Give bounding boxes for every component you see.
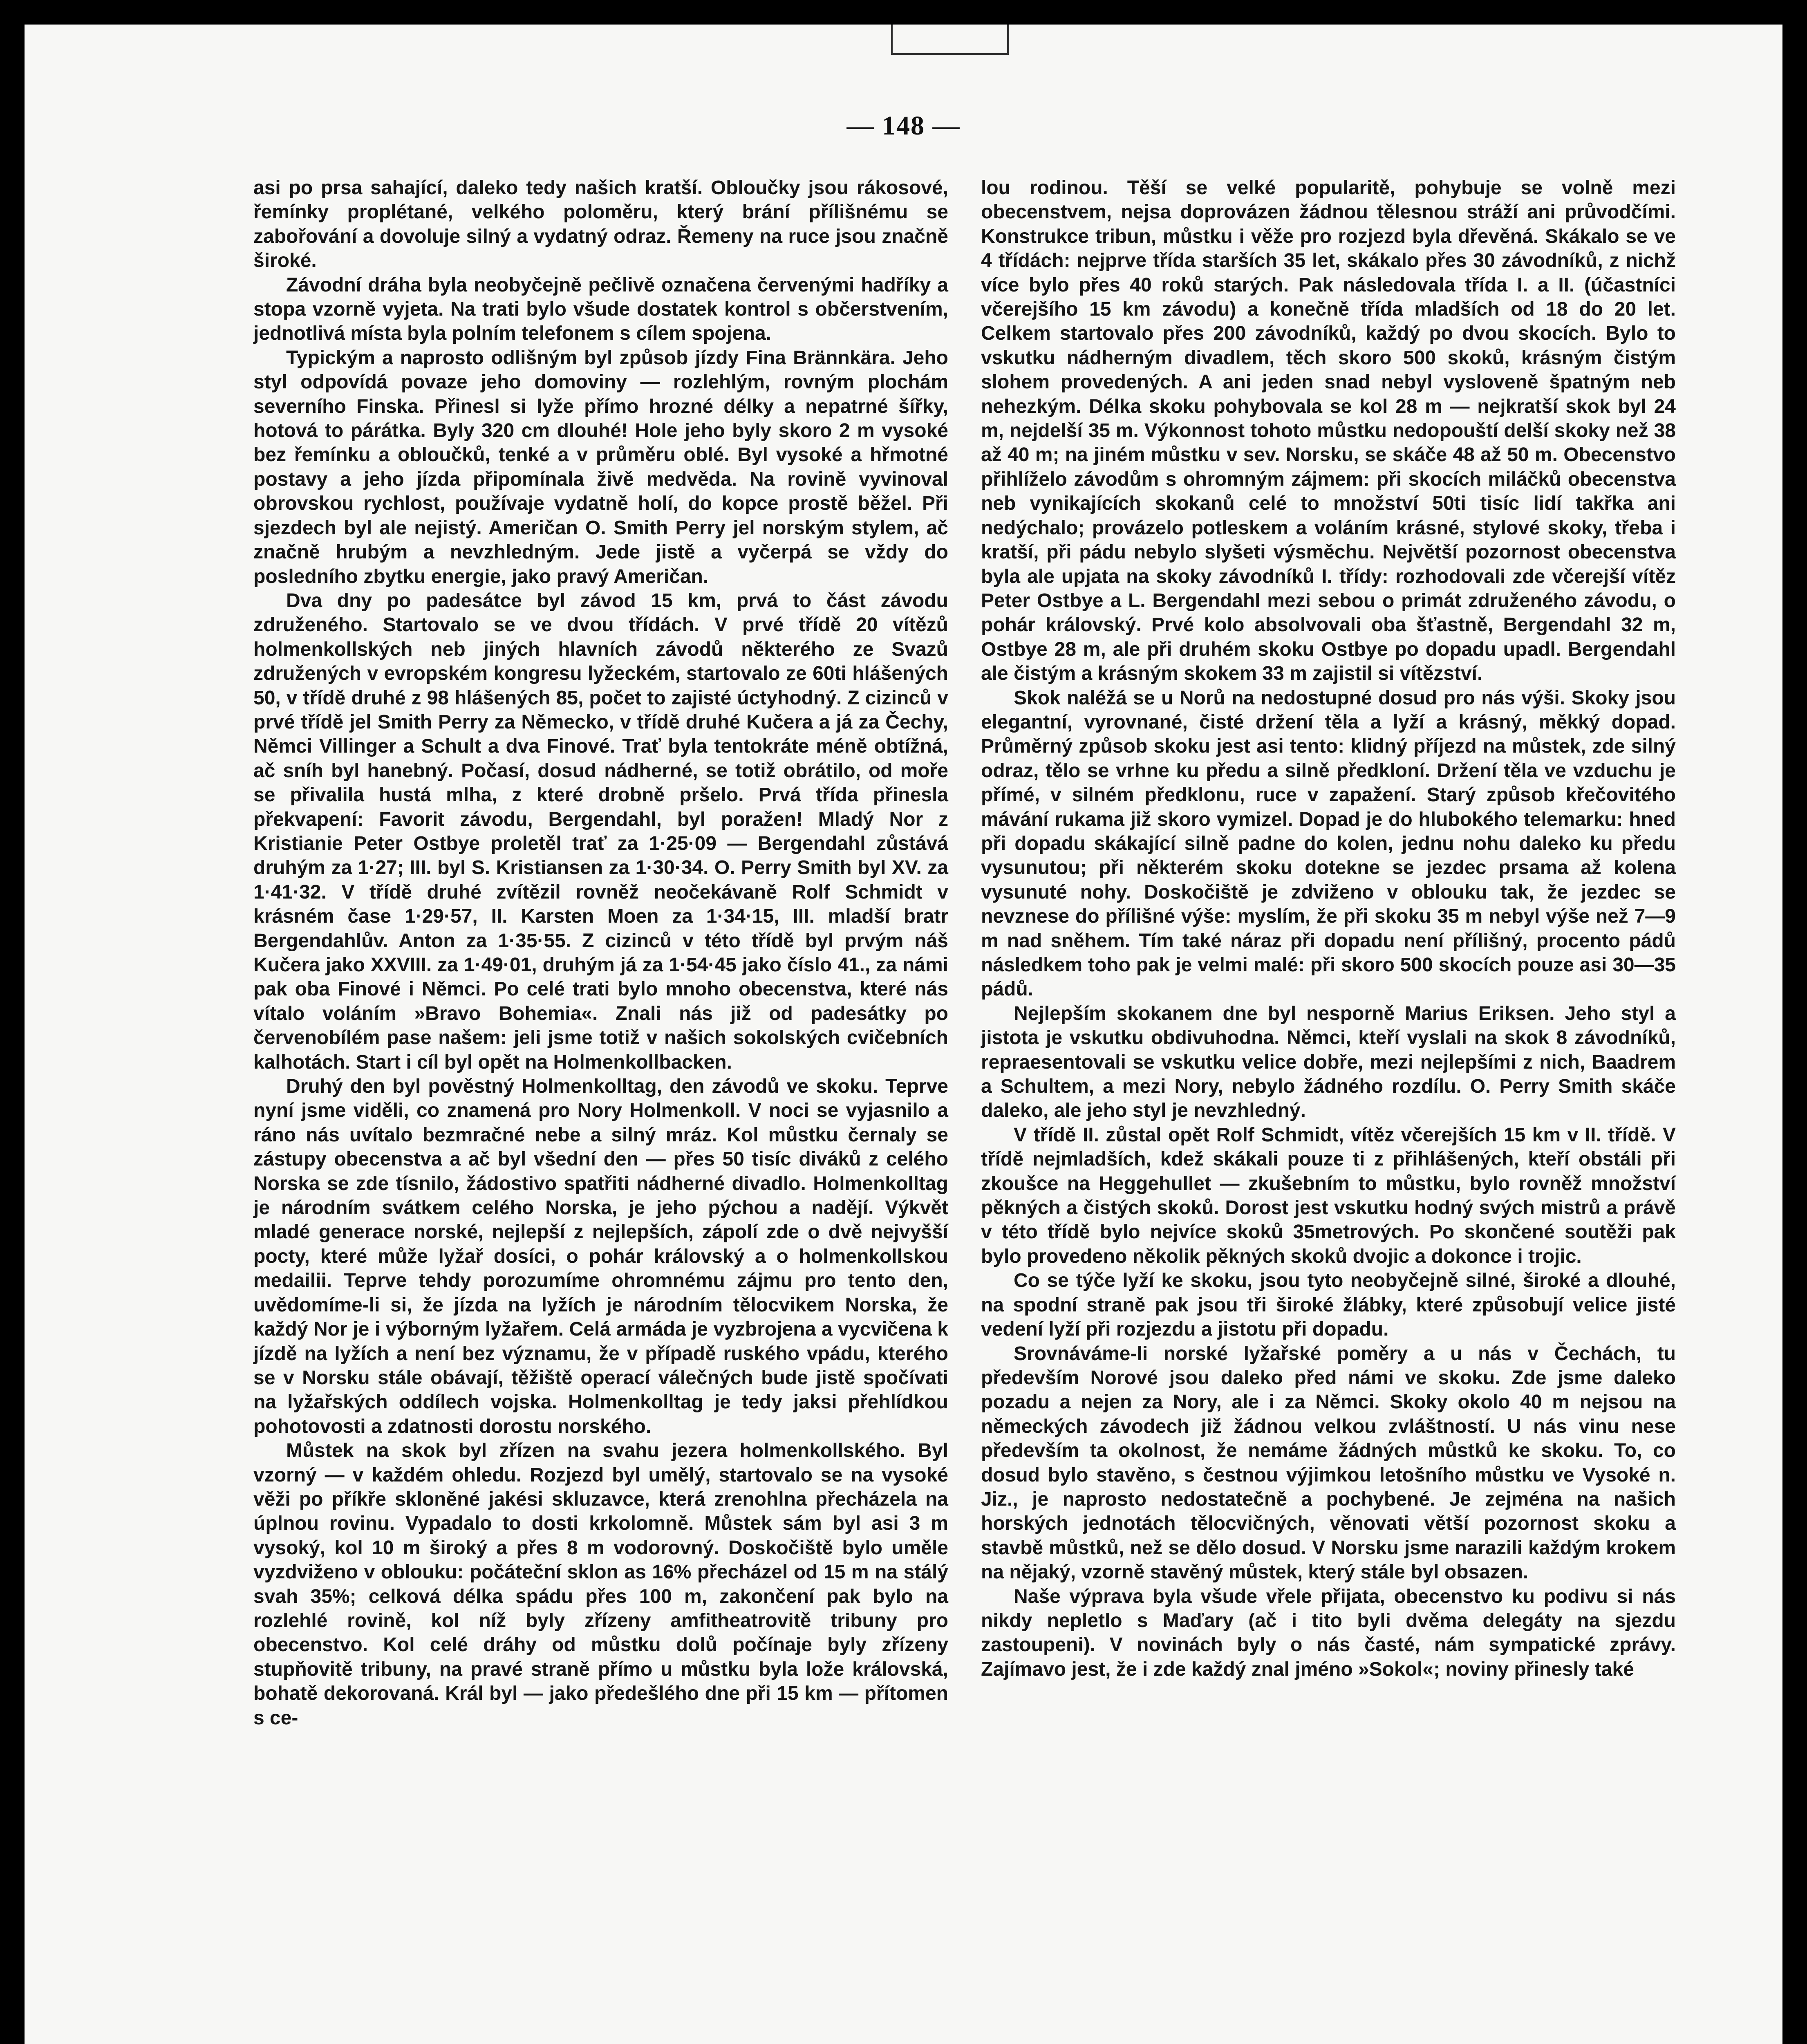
page-number: — 148 — — [846, 111, 961, 141]
paragraph: Druhý den byl pověstný Holmenkolltag, den závodů ve skoku. Teprve nyní jsme viděli, co znamená pro Nory Holmenkoll. V noci se vyjasnilo a ráno nás uvítalo bezmračné nebe a silný mráz. Kol můstku černaly se zástupy obecenstva a ač byl všední den — přes 50 tisíc diváků z celého Norska se zde tísnilo, žádostivo spatřiti nádherné divadlo. Holmenkolltag je národním svátkem celého Norska, je jeho pýchou a nadějí. Výkvět mladé generace norské, nejlepší z nejlepších, zápolí zde o dvě nejvyšší pocty, které může lyžař dosíci, o pohár královský a o holmenkollskou medailii. Teprve tehdy porozumíme ohromnému zájmu pro tento den, uvědomíme-li si, že jízda na lyžích je národním tělocvikem Norska, že každý Nor je i výborným lyžařem. Celá armáda je vyzbrojena a vycvičena k jízdě na lyžích a není bez významu, že v případě ruského vpádu, kterého se v Norsku stále obávají, těžiště operací válečných bude jistě spočívati na lyžařských oddílech vojska. Holmenkolltag je tedy jaksi přehlídkou pohotovosti a zdatnosti dorostu norského. — [253, 1076, 948, 1437]
paragraph: Nejlepším skokanem dne byl nesporně Marius Eriksen. Jeho styl a jistota je vskutku obdivuhodna. Němci, kteří vyslali na skok 8 závodníků, repraesentovali se vskutku velice dobře, mezi nejlepšími z nich, Baadrem a Schultem, a mezi Nory, nebylo žádného rozdílu. O. Perry Smith skáče daleko, ale jeho styl je nevzhledný. — [981, 1002, 1676, 1122]
page-edge-tab — [891, 25, 1009, 55]
paragraph: lou rodinou. Těší se velké popularitě, pohybuje se volně mezi obecenstvem, nejsa doprovázen žádnou tělesnou stráží ani průvodčími. Konstrukce tribun, můstku i věže pro rozjezd byla dřevěná. Skákalo se ve 4 třídách: nejprve třída starších 35 let, skákalo přes 30 závodníků, z nichž více bylo přes 40 roků starých. Pak následovala třída I. a II. (účastníci včerejšího 15 km závodu) a konečně třída mladších od 18 do 20 let. Celkem startovalo přes 200 závodníků, každý po dvou skocích. Bylo to vskutku nádherným divadlem, těch skoro 500 skoků, krásným čistým slohem provedených. A ani jeden snad nebyl vysloveně špatným neb nehezkým. Délka skoku pohybovala se kol 28 m — nejkratší skok byl 24 m, nejdelší 35 m. Výkonnost tohoto můstku nedopouští delší skoky než 38 až 40 m; na jiném můstku v sev. Norsku, se skáče 48 až 50 m. Obecenstvo přihlíželo závodům s ohromným zájmem: při skocích miláčků obecenstva neb vynikajících skokanů celé to množství 50ti tisíc lidí takřka ani nedýchalo; provázelo potleskem a voláním krásné, stylové skoky, třeba i kratší, při pádu nebylo slyšeti výsměchu. Největší pozornost obecenstva byla ale upjata na skoky závodníků I. třídy: rozhodovali zde včerejší vítěz Peter Ostbye a L. Bergendahl mezi sebou o primát združeného závodu, o pohár královský. Prvé kolo absolvovali oba šťastně, Bergendahl 32 m, Ostbye 28 m, ale při druhém skoku Ostbye po dopadu upadl. Bergendahl ale čistým a krásným skokem 33 m zajistil si vítězství. — [981, 177, 1676, 685]
paragraph: Typickým a naprosto odlišným byl způsob jízdy Fina Brännkära. Jeho styl odpovídá povaze jeho domoviny — rozlehlým, rovným plochám severního Finska. Přinesl si lyže přímo hrozné délky a nepatrné šířky, hotová to párátka. Byly 320 cm dlouhé! Hole jeho byly skoro 2 m vysoké bez řemínku a obloučků, tenké a v průměru oblé. Byl vysoké a hřmotné postavy a jeho jízda připomínala živě medvěda. Na rovině vyvinoval obrovskou rychlost, používaje vydatně holí, do kopce prostě běžel. Při sjezdech byl ale nejistý. Američan O. Smith Perry jel norským stylem, ač značně hrubým a nevzhledným. Jede jistě a vyčerpá se vždy do posledního zbytku energie, jako pravý Američan. — [253, 347, 948, 587]
paragraph: Dva dny po padesátce byl závod 15 km, prvá to část závodu združeného. Startovalo se ve dvou třídách. V prvé třídě 20 vítězů holmenkollských neb jiných hlavních závodů některého ze Svazů združených v evropském kongresu lyžeckém, startovalo ze 60ti hlášených 50, v třídě druhé z 98 hlášených 85, počet to zajisté úctyhodný. Z cizinců v prvé třídě jel Smith Perry za Německo, v třídě druhé Kučera a já za Čechy, Němci Villinger a Schult a dva Finové. Trať byla tentokráte méně obtížná, ač sníh byl hanebný. Počasí, dosud nádherné, se totiž obrátilo, od moře se přivalila hustá mlha, z které drobně pršelo. Prvá třída přinesla překvapení: Favorit závodu, Bergendahl, byl poražen! Mladý Nor z Kristianie Peter Ostbye proletěl trať za 1·25·09 — Bergendahl zůstává druhým za 1·27; III. byl S. Kristiansen za 1·30·34. O. Perry Smith byl XV. za 1·41·32. V třídě druhé zvítězil rovněž neočekávaně Rolf Schmidt v krásném čase 1·29·57, II. Karsten Moen za 1·34·15, III. mladší bratr Bergendahlův. Anton za 1·35·55. Z cizinců v této třídě byl prvým náš Kučera jako XXVIII. za 1·49·01, druhým já za 1·54·45 jako číslo 41., za námi pak oba Finové i Němci. Po celé trati bylo mnoho obecenstva, které nás vítalo voláním »Bravo Bohemia«. Znali nás již od padesátky po červenobílém pase našem: jeli jsme totiž v našich sokolských cvičebních kalhotách. Start i cíl byl opět na Holmenkollbacken. — [253, 589, 948, 1073]
paragraph: V třídě II. zůstal opět Rolf Schmidt, vítěz včerejších 15 km v II. třídě. V třídě nejmladších, kdež skákali pouze ti z přihlášených, kteří obstáli při zkoušce na Heggehullet — zkušebním to můstku, bylo rovněž množství pěkných a čistých skoků. Dorost jest vskutku hodný svých mistrů a právě v této třídě bylo nejvíce skoků 35metrových. Po skončené soutěži pak bylo provedeno několik pěkných skoků dvojic a dokonce i trojic. — [981, 1124, 1676, 1267]
right-column — [981, 176, 1676, 1681]
paragraph: Závodní dráha byla neobyčejně pečlivě označena červenými hadříky a stopa vzorně vyjeta. Na trati bylo všude dostatek kontrol s občerstvením, jednotlivá místa byla polním telefonem s cílem spojena. — [253, 274, 948, 345]
paragraph: Naše výprava byla všude vřele přijata, obecenstvo ku podivu si nás nikdy nepletlo s Maďary (ač i tito byli dvěma delegáty na sjezdu zastoupeni). V novinách byly o nás časté, nám sympatické zprávy. Zajímavo jest, že i zde každý znal jméno »Sokol«; noviny přinesly také — [981, 1585, 1676, 1680]
paragraph: Skok naléžá se u Norů na nedostupné dosud pro nás výši. Skoky jsou elegantní, vyrovnané, čisté držení těla a lyží a krásný, měkký dopad. Průměrný způsob skoku jest asi tento: klidný příjezd na můstek, zde silný odraz, tělo se vrhne ku předu a silně předkloní. Držení těla ve vzduchu je přímé, v silném předklonu, ruce v zapažení. Starý způsob křečovitého mávání rukama již skoro vymizel. Dopad je do hlubokého telemarku: hned při dopadu skákající silně padne do kolen, jednu nohu daleko ku předu vysunutou; při některém skoku dotekne se jezdec prsama až kolena vysunuté nohy. Doskočiště je zdviženo v oblouku tak, že jezdec se nevznese do přílišné výše: myslím, že při skoku 35 m nebyl výše než 7—9 m nad sněhem. Tím také náraz při dopadu není přílišný, procento pádů následkem toho pak je velmi malé: při skoro 500 skocích pouze asi 30—35 pádů. — [981, 687, 1676, 1000]
paragraph: Co se týče lyží ke skoku, jsou tyto neobyčejně silné, široké a dlouhé, na spodní straně pak jsou tři široké žlábky, které způsobují velice jisté vedení lyží při rozjezdu a jistotu při dopadu. — [981, 1270, 1676, 1340]
left-column — [253, 176, 948, 1730]
paragraph: Můstek na skok byl zřízen na svahu jezera holmenkollského. Byl vzorný — v každém ohledu. Rozjezd byl umělý, startovalo se na vysoké věži po příkře skloněné jakési skluzavce, která zrenohlna přecházela na úplnou rovinu. Vypadalo to dosti krkolomně. Můstek sám byl asi 3 m vysoký, kol 10 m široký a přes 8 m vodorovný. Doskočiště bylo uměle vyzdviženo v oblouku: počáteční sklon as 16% přecházel od 15 m na stálý svah 35%; celková délka spádu přes 100 m, zakončení pak bylo na rozlehlé rovině, kol níž byly zřízeny amfitheatrovitě tribuny pro obecenstvo. Kol celé dráhy od můstku dolů počínaje byly zřízeny stupňovitě tribuny, na pravé straně přímo u můstku byla lože královská, bohatě dekorovaná. Král byl — jako předešlého dne při 15 km — přítomen s ce- — [253, 1440, 948, 1729]
scanned-page — [25, 25, 1782, 2044]
paragraph: Srovnáváme-li norské lyžařské poměry a u nás v Čechách, tu především Norové jsou daleko před námi ve skoku. Zde jsme daleko pozadu a nejen za Nory, ale i za Němci. Skoky okolo 40 m nejsou na německých závodech již žádnou velkou zvláštností. U nás vinu nese především ta okolnost, že nemáme žádných můstků ke skoku. To, co dosud bylo stavěno, s čestnou výjimkou letošního můstku ve Vysoké n. Jiz., je naprosto nedostatečně a pochybené. Je zejména na našich horských jednotách tělocvičných, věnovati větší pozornost skoku a stavbě můstků, než se dělo dosud. V Norsku jsme narazili každým krokem na nějaký, vzorně stavěný můstek, který stále byl obsazen. — [981, 1342, 1676, 1583]
paragraph: asi po prsa sahající, daleko tedy našich kratší. Obloučky jsou rákosové, řemínky proplétané, velkého poloměru, který brání přílišnému se zabořování a dovoluje silný a vydatný odraz. Řemeny na ruce jsou značně široké. — [253, 177, 948, 272]
